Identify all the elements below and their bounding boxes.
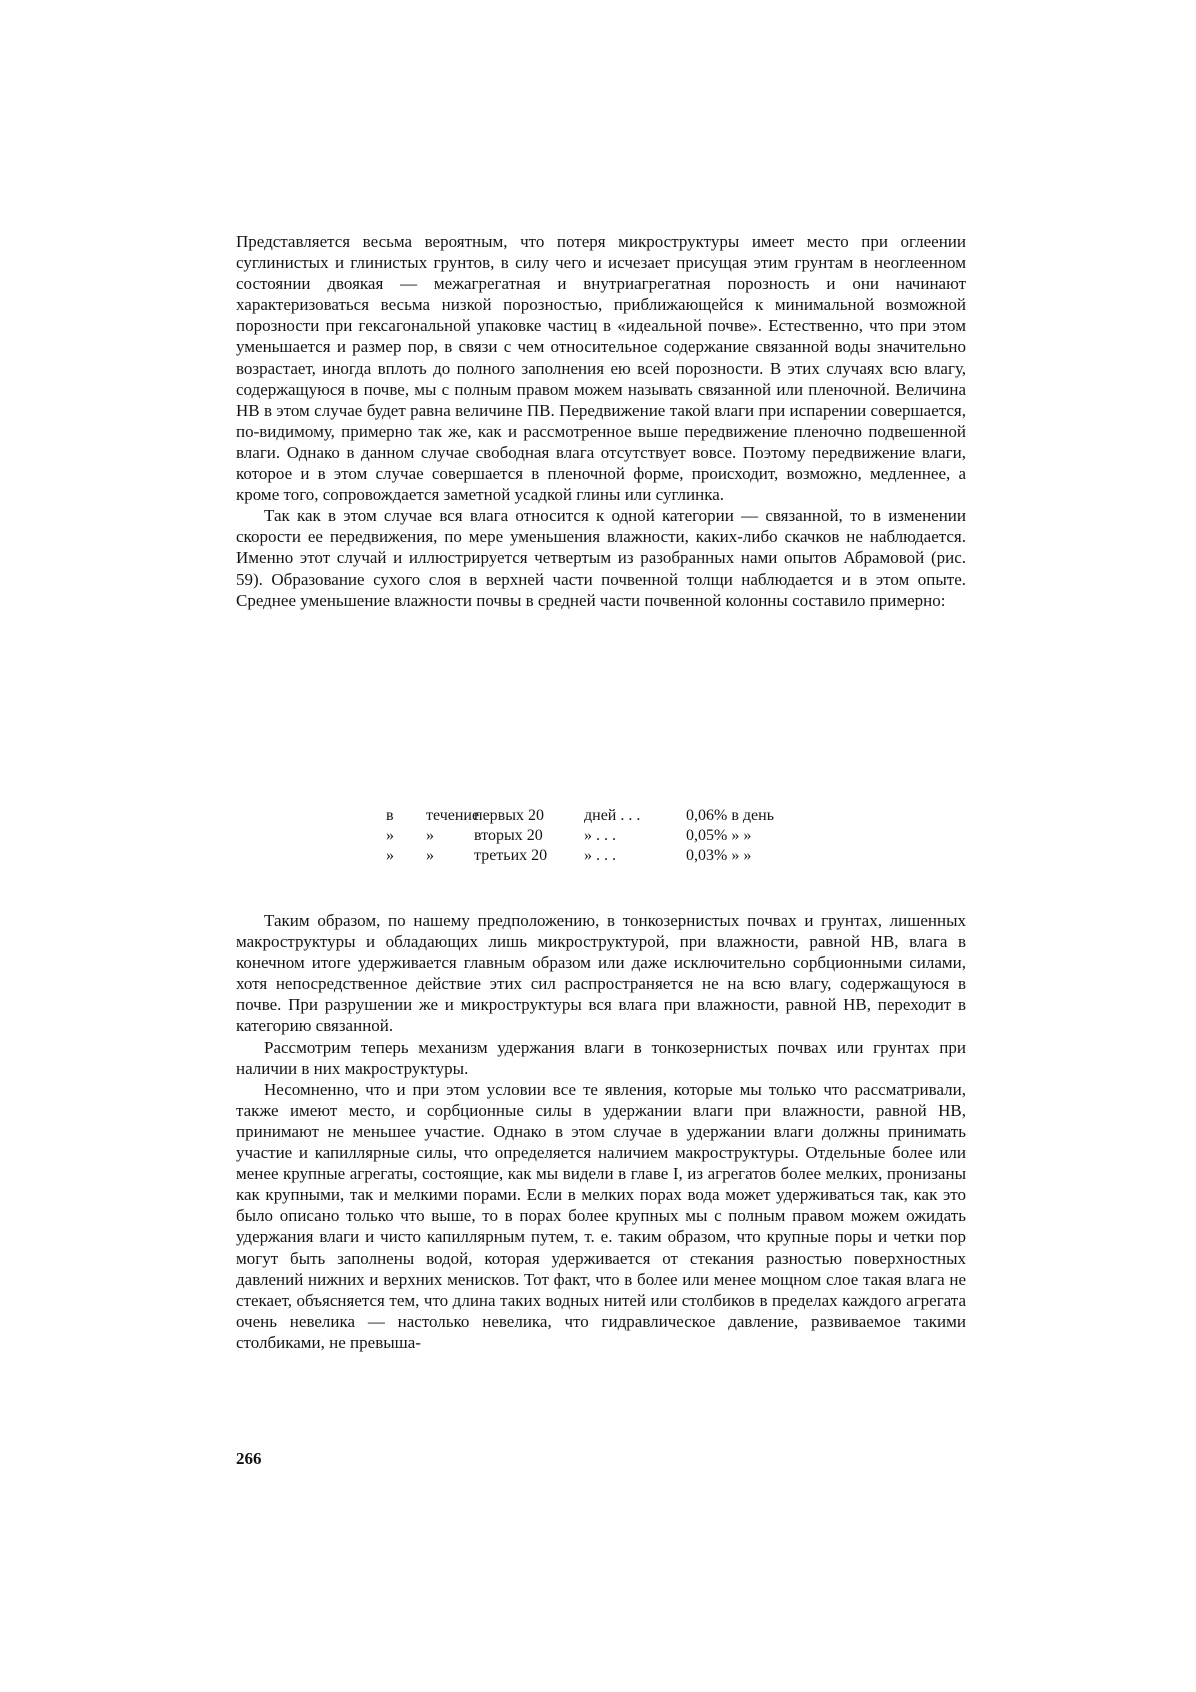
table-cell: 0,06% в день [686,807,774,824]
table-cell: » [386,847,394,864]
paragraph: Рассмотрим теперь механизм удержания влаги в тонкозернистых почвах или грунтах при наличии в них макроструктуры. [236,1037,966,1078]
table-cell: 0,03% » » [686,847,752,864]
paragraph: Представляется весьма вероятным, что потеря микроструктуры имеет место при оглеении суглинистых и глинистых грунтов, в силу чего и исчезает присущая этим грунтам в неоглеенном состоянии двоякая — межагрегатная и внутриагрегатная порозность и они начинают характеризоваться весьма низкой порозностью, приближающейся к минимальной возможной порозности при гексагональной упаковке частиц в «идеальной почве». Естественно, что при этом уменьшается и размер пор, в связи с чем относительное содержание связанной воды значительно возрастает, иногда вплоть до полного заполнения ею всей порозности. В этих случаях всю влагу, содержащуюся в почве, мы с полным правом можем называть связанной или пленочной. Величина НВ в этом случае будет равна величине ПВ. Передвижение такой влаги при испарении совершается, по-видимому, примерно так же, как и рассмотренное выше передвижение пленочно подвешенной влаги. Однако в данном случае свободная влага отсутствует вовсе. Поэтому передвижение влаги, которое и в этом случае совершается в пленочной форме, происходит, возможно, медленнее, а кроме того, сопровождается заметной усадкой глины или суглинка. [236,232,966,505]
table-cell: в [386,807,394,824]
table-cell: » . . . [584,827,616,844]
table-cell: вторых 20 [474,827,543,844]
body-text-top [236,231,966,611]
table-cell: » . . . [584,847,616,864]
page-number: 266 [236,1449,262,1468]
table-cell: третьих 20 [474,847,548,864]
table-cell: первых 20 [474,807,544,824]
table-cell: 0,05% » » [686,827,752,844]
paragraph: Несомненно, что и при этом условии все те явления, которые мы только что рассматривали, также имеют место, и сорбционные силы в удержании влаги при влажности, равной НВ, принимают не меньшее участие. Однако в этом случае в удержании влаги должны принимать участие и капиллярные силы, что определяется наличием макроструктуры. Отдельные более или менее крупные агрегаты, состоящие, как мы видели в главе I, из агрегатов более мелких, пронизаны как крупными, так и мелкими порами. Если в мелких порах вода может удерживаться так, как это было описано только что выше, то в порах более крупных мы с полным правом можем ожидать удержания влаги и чисто капиллярным путем, т. е. таким образом, что крупные поры и четки пор могут быть заполнены водой, которая удерживается от стекания разностью поверхностных давлений нижних и верхних менисков. Тот факт, что в более или менее мощном слое такая влага не стекает, объясняется тем, что длина таких водных нитей или столбиков в пределах каждого агрегата очень невелика — настолько невелика, что гидравлическое давление, развиваемое такими столбиками, не превыша- [236,1079,966,1352]
table-cell: » [386,827,394,844]
table-cell: » [426,847,434,864]
body-text-bottom [236,910,966,1353]
table-cell: течение [426,807,480,824]
table-cell: дней . . . [584,807,641,824]
paragraph: Так как в этом случае вся влага относится к одной категории — связанной, то в изменении скорости ее передвижения, по мере уменьшения влажности, каких-либо скачков не наблюдается. Именно этот случай и иллюстрируется четвертым из разобранных нами опытов Абрамовой (рис. 59). Образование сухого слоя в верхней части почвенной толщи наблюдается и в этом опыте. Среднее уменьшение влажности почвы в средней части почвенной колонны составило примерно: [236,506,966,610]
paragraph: Таким образом, по нашему предположению, в тонкозернистых почвах и грунтах, лишенных макроструктуры и обладающих лишь микроструктурой, при влажности, равной НВ, влага в конечном итоге удерживается главным образом или даже исключительно сорбционными силами, хотя непосредственное действие этих сил распространяется не на всю влагу, содержащуюся в почве. При разрушении же и микроструктуры вся влага при влажности, равной НВ, переходит в категорию связанной. [236,911,966,1036]
table-cell: » [426,827,434,844]
